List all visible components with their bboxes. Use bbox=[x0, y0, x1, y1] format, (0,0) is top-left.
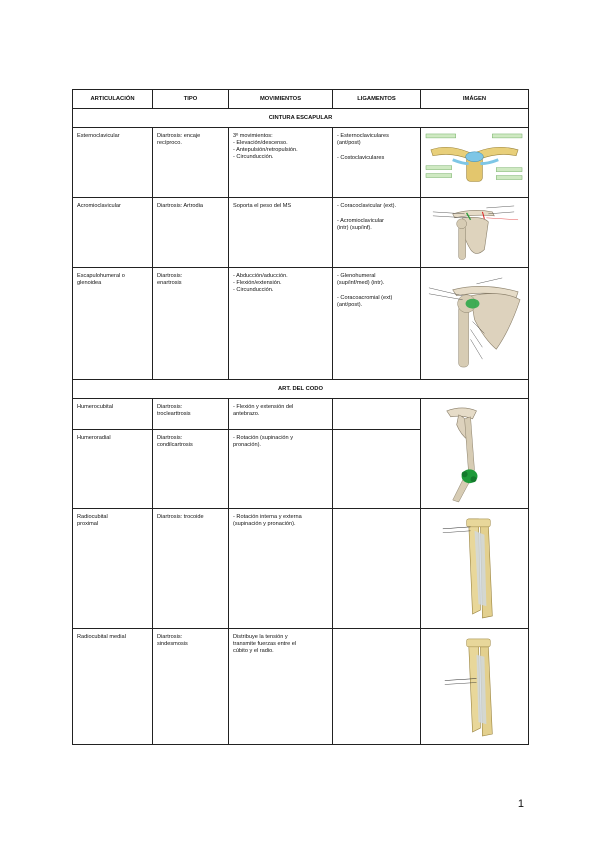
cell-movimientos: - Rotación (supinación y pronación). bbox=[229, 430, 333, 509]
cell-tipo: Diartrosis: encaje recíproco. bbox=[153, 128, 229, 198]
table-row bbox=[73, 128, 529, 198]
radioulnar-proximal-illustration bbox=[423, 511, 526, 626]
cell-tipo: Diartrosis: Artrodia bbox=[153, 198, 229, 268]
table-row bbox=[73, 198, 529, 268]
cell-articulacion: Esternoclavicular bbox=[73, 128, 153, 198]
cell-movimientos: - Flexión y extensión del antebrazo. bbox=[229, 399, 333, 430]
cell-ligamentos bbox=[333, 430, 421, 509]
cell-articulacion: Radiocubital proximal bbox=[73, 508, 153, 628]
cell-movimientos: 3º movimientos: - Elevación/descenso. - Antepulsión/retropulsión. - Circunducción. bbox=[229, 128, 333, 198]
section-cintura-escapular: CINTURA ESCAPULAR bbox=[73, 109, 529, 128]
section-art-del-codo: ART. DEL CODO bbox=[73, 380, 529, 399]
cell-imagen bbox=[421, 628, 529, 744]
glenohumeral-illustration bbox=[423, 270, 526, 373]
cell-movimientos: - Rotación interna y externa (supinación y pronación). bbox=[229, 508, 333, 628]
cell-imagen bbox=[421, 399, 529, 509]
cell-ligamentos: - Glenohumeral (sup/inf/med) (intr). - Coracoacromial (ext) (ant/post). bbox=[333, 268, 421, 380]
cell-articulacion: Humerocubital bbox=[73, 399, 153, 430]
header-tipo: TIPO bbox=[153, 90, 229, 109]
joints-table bbox=[72, 89, 529, 745]
cell-articulacion: Humeroradial bbox=[73, 430, 153, 509]
header-articulacion: ARTICULACIÓN bbox=[73, 90, 153, 109]
table-row bbox=[73, 508, 529, 628]
cell-articulacion: Acromioclavicular bbox=[73, 198, 153, 268]
cell-tipo: Diartrosis: condilcartrosis bbox=[153, 430, 229, 509]
cell-articulacion: Escapulohumeral o glenoidea bbox=[73, 268, 153, 380]
cell-ligamentos bbox=[333, 399, 421, 430]
cell-tipo: Diartrosis: sindesmosis bbox=[153, 628, 229, 744]
elbow-illustration bbox=[423, 401, 526, 506]
header-row bbox=[73, 90, 529, 109]
cell-ligamentos bbox=[333, 508, 421, 628]
table-row bbox=[73, 268, 529, 380]
cell-movimientos: Soporta el peso del MS bbox=[229, 198, 333, 268]
cell-movimientos: - Abducción/aducción. - Flexión/extensión. - Circunducción. bbox=[229, 268, 333, 380]
cell-imagen bbox=[421, 198, 529, 268]
cell-imagen bbox=[421, 508, 529, 628]
header-movimientos: MOVIMIENTOS bbox=[229, 90, 333, 109]
cell-ligamentos: - Esternoclaviculares (ant/post) - Costoclaviculares bbox=[333, 128, 421, 198]
page-number: 1 bbox=[517, 798, 524, 810]
cell-tipo: Diartrosis: trocoide bbox=[153, 508, 229, 628]
header-ligamentos: LIGAMENTOS bbox=[333, 90, 421, 109]
cell-ligamentos bbox=[333, 628, 421, 744]
cell-movimientos: Distribuye la tensión y transmite fuerzas entre el cúbito y el radio. bbox=[229, 628, 333, 744]
acromioclavicular-illustration bbox=[423, 200, 526, 263]
cell-imagen bbox=[421, 128, 529, 198]
sternoclavicular-illustration bbox=[423, 130, 526, 193]
cell-tipo: Diartrosis: enartrosis bbox=[153, 268, 229, 380]
header-imagen: IMÁGEN bbox=[421, 90, 529, 109]
cell-tipo: Diartrosis: troclearttrosis bbox=[153, 399, 229, 430]
cell-ligamentos: - Coracoclavicular (ext). - Acromioclavicular (intr) (sup/inf). bbox=[333, 198, 421, 268]
cell-articulacion: Radiocubital medial bbox=[73, 628, 153, 744]
table-row bbox=[73, 628, 529, 744]
cell-imagen bbox=[421, 268, 529, 380]
radioulnar-medial-illustration bbox=[423, 631, 526, 742]
table-row bbox=[73, 399, 529, 430]
